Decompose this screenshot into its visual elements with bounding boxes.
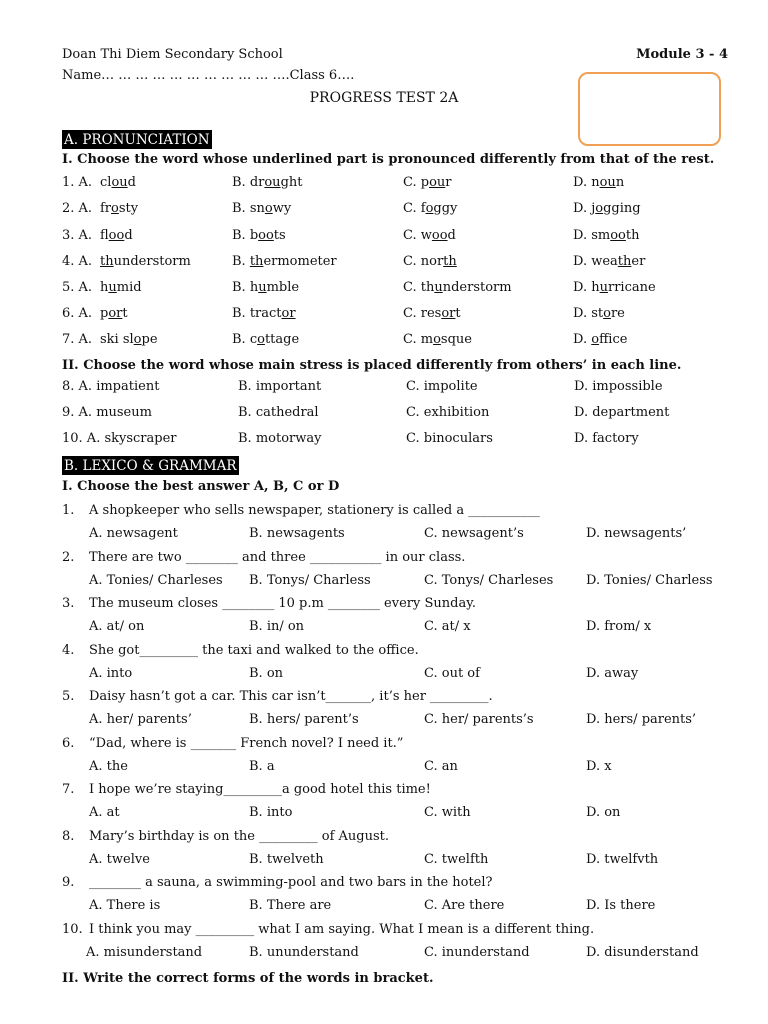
answer-option-b[interactable]: B. twelveth — [249, 852, 324, 867]
option-b[interactable]: B. motorway — [238, 431, 322, 446]
answer-option-a[interactable]: A. twelve — [89, 852, 150, 867]
answer-option-b[interactable]: B. hers/ parent’s — [249, 712, 359, 727]
answer-option-d[interactable]: D. Is there — [586, 898, 656, 913]
section-a-part1-instruction: I. Choose the word whose underlined part is pronounced differently from that of the rest. — [62, 152, 715, 167]
question-text: I hope we’re staying_________a good hotel this time! — [89, 782, 431, 797]
option-d[interactable] — [573, 280, 656, 295]
stress-row — [62, 379, 752, 399]
word-part: fl — [100, 228, 109, 243]
pronunciation-row — [62, 254, 752, 274]
answer-option-b[interactable]: B. There are — [249, 898, 332, 913]
question-text: Mary’s birthday is on the _________ of August. — [89, 829, 389, 844]
question-number: 1. — [62, 503, 75, 518]
pronunciation-row — [62, 228, 752, 248]
underlined-part: ou — [429, 175, 446, 190]
answer-option-c[interactable]: C. newsagent’s — [424, 526, 524, 541]
option-d[interactable] — [573, 201, 641, 216]
answer-option-a[interactable]: A. the — [89, 759, 128, 774]
word-part: C. f — [403, 201, 426, 216]
underlined-part: u — [108, 280, 117, 295]
option-c[interactable] — [403, 306, 461, 321]
question-row — [62, 875, 752, 895]
answer-option-b[interactable]: B. in/ on — [249, 619, 305, 634]
question-row — [62, 689, 752, 709]
test-title: PROGRESS TEST 2A — [309, 90, 459, 106]
school-name: Doan Thi Diem Secondary School — [62, 47, 283, 62]
pronunciation-row — [62, 280, 752, 300]
option-a[interactable] — [100, 254, 191, 269]
word-part: re — [610, 306, 625, 321]
question-row — [62, 782, 752, 802]
underlined-part: u — [434, 280, 443, 295]
option-b[interactable] — [232, 332, 299, 347]
word-part: pe — [141, 332, 158, 347]
option-b[interactable] — [232, 280, 299, 295]
answer-option-c[interactable]: C. with — [424, 805, 471, 820]
answer-options-row — [62, 759, 752, 779]
question-number: 5. — [62, 689, 75, 704]
option-c[interactable] — [403, 254, 457, 269]
underlined-part: o — [257, 332, 265, 347]
question-number: 5. A. — [62, 280, 93, 295]
answer-option-a[interactable]: A. her/ parents’ — [89, 712, 192, 727]
stress-row — [62, 405, 752, 425]
answer-options-row — [62, 666, 752, 686]
option-a[interactable] — [100, 175, 136, 190]
word-part: B. tract — [232, 306, 282, 321]
stress-row — [62, 431, 752, 451]
option-d[interactable]: D. impossible — [574, 379, 663, 394]
underlined-part: th — [100, 254, 114, 269]
word-part: nderstorm — [442, 280, 512, 295]
word-part: B. b — [232, 228, 259, 243]
question-number: 6. A. — [62, 306, 93, 321]
pronunciation-row — [62, 201, 752, 221]
underlined-part: o — [595, 201, 604, 216]
word-part: ski sl — [100, 332, 134, 347]
word-part: cl — [100, 175, 112, 190]
answer-option-b[interactable]: B. newsagents — [249, 526, 345, 541]
question-number: 8. — [62, 829, 75, 844]
word-part: D. j — [573, 201, 596, 216]
underlined-part: ou — [111, 175, 128, 190]
word-part: C. p — [403, 175, 430, 190]
option-b[interactable] — [232, 228, 286, 243]
underlined-part: or — [108, 306, 123, 321]
question-number: 2. — [62, 550, 75, 565]
word-part: B. sn — [232, 201, 265, 216]
word-part: C. w — [403, 228, 432, 243]
underlined-part: th — [617, 254, 632, 269]
section-b-heading: B. LEXICO & GRAMMAR — [64, 458, 237, 474]
answer-option-b[interactable]: B. ununderstand — [249, 945, 359, 960]
answer-option-d[interactable]: D. hers/ parents’ — [586, 712, 697, 727]
word-part: gging — [603, 201, 641, 216]
underlined-part: u — [599, 280, 608, 295]
word-part: D. st — [573, 306, 604, 321]
option-c[interactable] — [403, 201, 457, 216]
answer-options-row — [62, 852, 752, 872]
answer-options-row — [62, 945, 752, 965]
underlined-part: o — [111, 201, 119, 216]
option-b[interactable]: B. cathedral — [238, 405, 319, 420]
word-part: mid — [116, 280, 142, 295]
word-part: sque — [440, 332, 472, 347]
question-number: 7. — [62, 782, 75, 797]
word-part: rricane — [607, 280, 656, 295]
word-part: B. dr — [232, 175, 265, 190]
underlined-part: o — [133, 332, 142, 347]
option-a[interactable]: 10. A. skyscraper — [62, 431, 177, 446]
option-c[interactable] — [403, 228, 456, 243]
option-a[interactable] — [100, 228, 133, 243]
word-part: d — [127, 175, 136, 190]
question-number: 1. A. — [62, 175, 93, 190]
question-number: 7. A. — [62, 332, 93, 347]
word-part: ggy — [433, 201, 458, 216]
question-number: 3. A. — [62, 228, 93, 243]
word-part: er — [631, 254, 646, 269]
question-text: She got_________ the taxi and walked to the office. — [89, 643, 419, 658]
question-row — [62, 503, 752, 523]
answer-option-d[interactable]: D. from/ x — [586, 619, 652, 634]
word-part: wy — [272, 201, 292, 216]
answer-option-c[interactable]: C. Tonys/ Charleses — [424, 573, 554, 588]
answer-option-a[interactable]: A. at — [89, 805, 120, 820]
question-number: 10. — [62, 922, 83, 937]
answer-option-a[interactable]: A. newsagent — [89, 526, 178, 541]
pronunciation-row — [62, 175, 752, 195]
question-row — [62, 550, 752, 570]
answer-option-a[interactable]: A. misunderstand — [86, 945, 203, 960]
name-class-line: Name… … … … … … … … … … ….Class 6…. — [62, 68, 355, 83]
question-number: 4. — [62, 643, 75, 658]
underlined-part: o — [603, 306, 611, 321]
word-part: ts — [273, 228, 286, 243]
option-a[interactable] — [100, 306, 128, 321]
word-part: r — [445, 175, 452, 190]
option-b[interactable] — [232, 306, 296, 321]
underlined-part: oo — [108, 228, 125, 243]
question-text: The museum closes ________ 10 p.m ________ every Sunday. — [89, 596, 476, 611]
word-part: sty — [118, 201, 139, 216]
word-part: d — [124, 228, 133, 243]
underlined-part: or — [281, 306, 296, 321]
underlined-part: oo — [431, 228, 448, 243]
underlined-part: th — [443, 254, 457, 269]
word-part: t — [455, 306, 461, 321]
underlined-part: oo — [610, 228, 626, 243]
option-c[interactable]: C. impolite — [406, 379, 478, 394]
question-text: There are two ________ and three ___________ in our class. — [89, 550, 466, 565]
option-b[interactable] — [232, 175, 302, 190]
answer-options-row — [62, 805, 752, 825]
underlined-part: o — [591, 332, 600, 347]
question-number: 3. — [62, 596, 75, 611]
underlined-part: oo — [258, 228, 274, 243]
word-part: D. sm — [573, 228, 611, 243]
answer-options-row — [62, 526, 752, 546]
question-number: 4. A. — [62, 254, 93, 269]
option-c[interactable]: C. binoculars — [406, 431, 493, 446]
answer-option-c[interactable]: C. her/ parents’s — [424, 712, 534, 727]
word-part: d — [447, 228, 456, 243]
pronunciation-row — [62, 332, 752, 352]
answer-option-b[interactable]: B. a — [249, 759, 275, 774]
question-text: ________ a sauna, a swimming-pool and two bars in the hotel? — [89, 875, 493, 890]
option-d[interactable]: D. department — [574, 405, 670, 420]
word-part: h — [100, 280, 109, 295]
underlined-part: o — [264, 201, 273, 216]
answer-option-c[interactable]: C. at/ x — [424, 619, 471, 634]
word-part: ttage — [264, 332, 300, 347]
word-part: D. wea — [573, 254, 618, 269]
word-part: ffice — [599, 332, 628, 347]
answer-options-row — [62, 712, 752, 732]
option-d[interactable] — [573, 254, 645, 269]
option-d[interactable] — [573, 332, 627, 347]
section-a-part2-instruction: II. Choose the word whose main stress is placed differently from others’ in each line. — [62, 358, 682, 373]
section-a-heading: A. PRONUNCIATION — [64, 132, 210, 148]
option-a[interactable] — [100, 332, 158, 347]
word-part: C. nor — [403, 254, 444, 269]
underlined-part: or — [441, 306, 456, 321]
option-a[interactable]: 9. A. museum — [62, 405, 152, 420]
answer-options-row — [62, 619, 752, 639]
answer-option-a[interactable]: A. Tonies/ Charleses — [89, 573, 223, 588]
word-part: ght — [280, 175, 303, 190]
question-row — [62, 922, 752, 942]
section-b-part2-instruction: II. Write the correct forms of the words in bracket. — [62, 971, 434, 986]
word-part: D. — [573, 332, 592, 347]
answer-option-d[interactable]: D. away — [586, 666, 639, 681]
underlined-part: o — [425, 201, 434, 216]
option-a[interactable]: 8. A. impatient — [62, 379, 160, 394]
answer-option-d[interactable]: D. on — [586, 805, 621, 820]
option-d[interactable]: D. factory — [574, 431, 639, 446]
option-d[interactable] — [573, 228, 640, 243]
option-b[interactable]: B. important — [238, 379, 322, 394]
option-a[interactable] — [100, 280, 142, 295]
pronunciation-row — [62, 306, 752, 326]
word-part: understorm — [113, 254, 191, 269]
question-text: Daisy hasn’t got a car. This car isn’t_______, it’s her _________. — [89, 689, 493, 704]
word-part: ermometer — [263, 254, 337, 269]
option-d[interactable] — [573, 175, 624, 190]
question-number: 9. — [62, 875, 75, 890]
option-c[interactable]: C. exhibition — [406, 405, 490, 420]
question-row — [62, 643, 752, 663]
question-text: “Dad, where is _______ French novel? I need it.” — [89, 736, 404, 751]
answer-option-c[interactable]: C. inunderstand — [424, 945, 530, 960]
question-row — [62, 736, 752, 756]
word-part: B. c — [232, 332, 258, 347]
question-text: I think you may _________ what I am saying. What I mean is a different thing. — [89, 922, 595, 937]
underlined-part: o — [433, 332, 441, 347]
answer-option-d[interactable]: D. disunderstand — [586, 945, 699, 960]
answer-option-a[interactable]: A. There is — [89, 898, 161, 913]
answer-option-b[interactable]: B. Tonys/ Charless — [249, 573, 371, 588]
answer-option-c[interactable]: C. twelfth — [424, 852, 489, 867]
question-row — [62, 829, 752, 849]
underlined-part: th — [249, 254, 264, 269]
word-part: B. h — [232, 280, 259, 295]
word-part: B. — [232, 254, 250, 269]
word-part: C. m — [403, 332, 434, 347]
option-c[interactable] — [403, 175, 452, 190]
answer-option-b[interactable]: B. on — [249, 666, 284, 681]
question-number: 6. — [62, 736, 75, 751]
word-part: C. res — [403, 306, 442, 321]
answer-option-c[interactable]: C. out of — [424, 666, 480, 681]
option-d[interactable] — [573, 306, 625, 321]
answer-option-d[interactable]: D. twelfvth — [586, 852, 659, 867]
answer-options-row — [62, 573, 752, 593]
underlined-part: u — [258, 280, 267, 295]
word-part: mble — [266, 280, 300, 295]
question-text: A shopkeeper who sells newspaper, stationery is called a ___________ — [89, 503, 540, 518]
answer-option-d[interactable]: D. x — [586, 759, 612, 774]
score-box — [578, 72, 721, 146]
word-part: fr — [100, 201, 112, 216]
word-part: C. th — [403, 280, 435, 295]
word-part: th — [625, 228, 640, 243]
word-part: D. h — [573, 280, 600, 295]
underlined-part: ou — [264, 175, 281, 190]
option-c[interactable] — [403, 280, 512, 295]
answer-option-d[interactable]: D. Tonies/ Charless — [586, 573, 713, 588]
answer-options-row — [62, 898, 752, 918]
answer-option-c[interactable]: C. an — [424, 759, 458, 774]
option-a[interactable] — [100, 201, 138, 216]
option-b[interactable] — [232, 254, 337, 269]
question-row — [62, 596, 752, 616]
word-part: n — [615, 175, 625, 190]
module-label: Module 3 - 4 — [636, 47, 728, 62]
answer-option-b[interactable]: B. into — [249, 805, 293, 820]
option-b[interactable] — [232, 201, 291, 216]
word-part: t — [122, 306, 128, 321]
answer-option-d[interactable]: D. newsagents’ — [586, 526, 687, 541]
answer-option-a[interactable]: A. at/ on — [89, 619, 145, 634]
answer-option-a[interactable]: A. into — [89, 666, 133, 681]
word-part: p — [100, 306, 109, 321]
answer-option-c[interactable]: C. Are there — [424, 898, 505, 913]
section-b-part1-instruction: I. Choose the best answer A, B, C or D — [62, 479, 340, 494]
word-part: D. n — [573, 175, 600, 190]
question-number: 2. A. — [62, 201, 93, 216]
underlined-part: ou — [599, 175, 616, 190]
option-c[interactable] — [403, 332, 472, 347]
